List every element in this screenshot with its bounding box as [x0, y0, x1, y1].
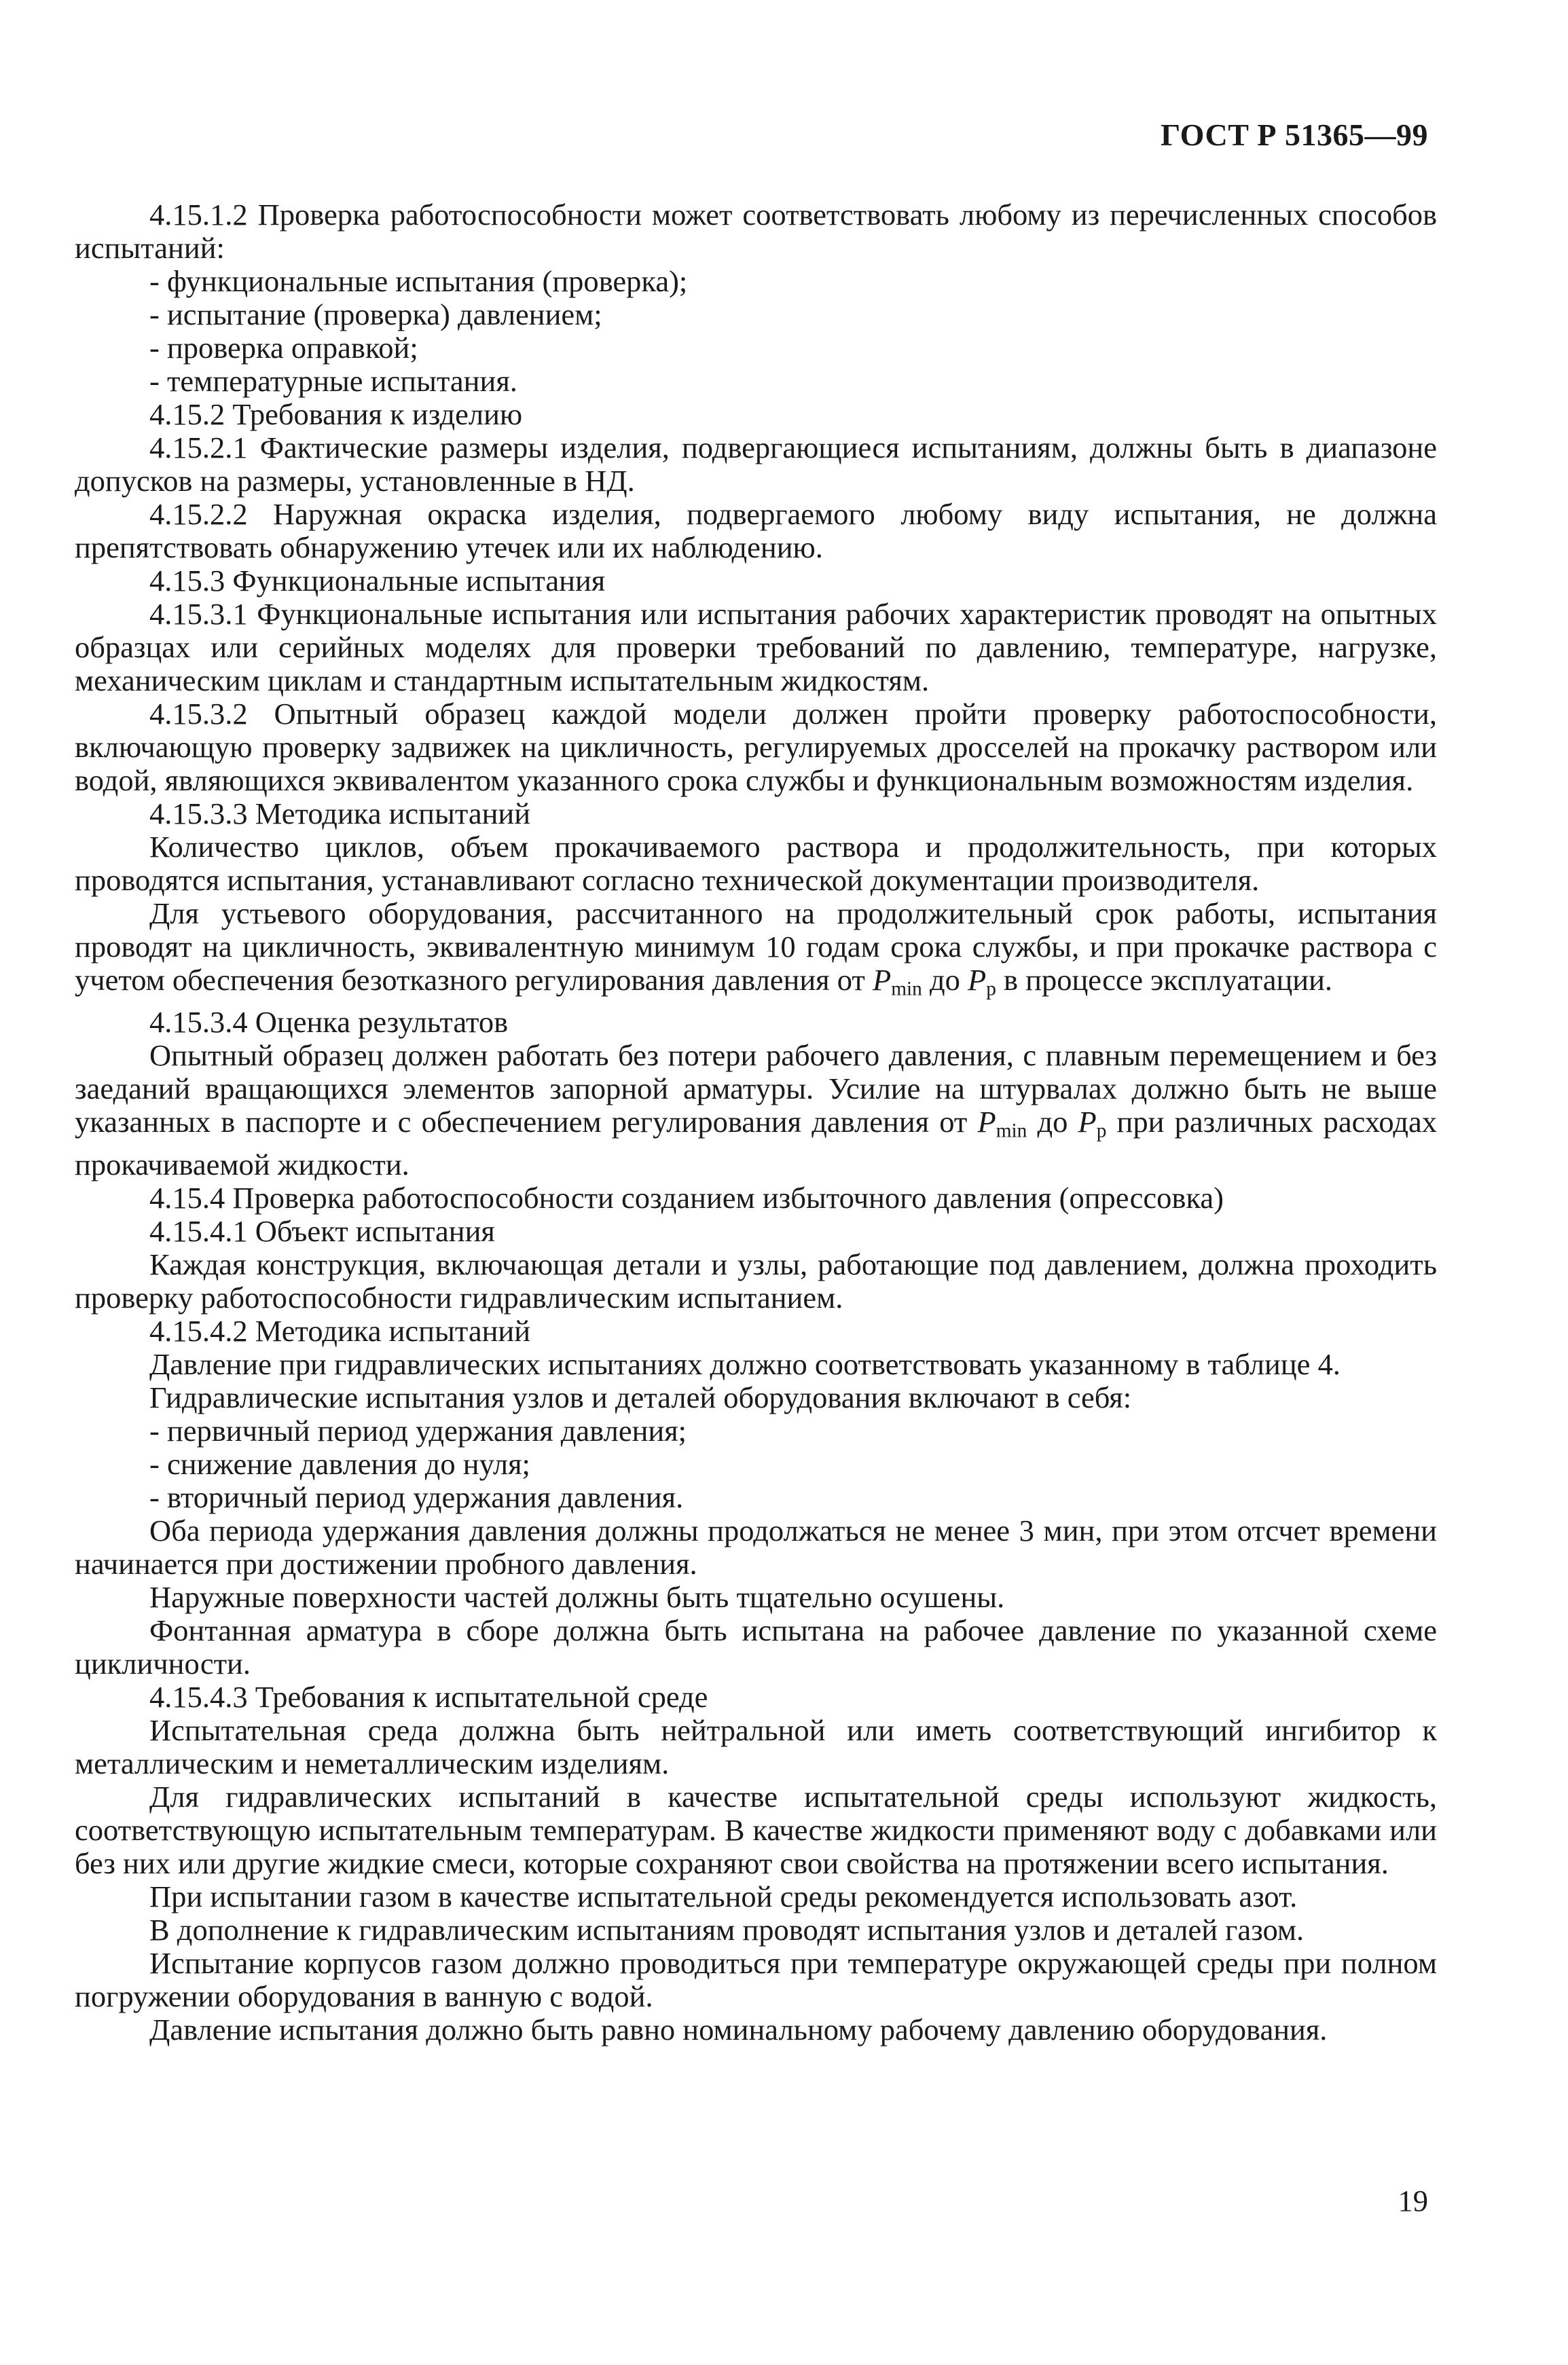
- paragraph: Каждая конструкция, включающая детали и узлы, работающие под давлением, должна проходить проверку работоспособности гидравлическим испытанием.: [75, 1247, 1437, 1315]
- paragraph: 4.15.4.2 Методика испытаний: [149, 1313, 531, 1348]
- pressure-symbol: $P_p$: [1078, 1105, 1107, 1142]
- list-item: - первичный период удержания давления;: [149, 1413, 687, 1448]
- paragraph: Для гидравлических испытаний в качестве испытательной среды используют жидкость, соответствующую испытательным температурам. В качестве жидкости применяют воду с добавками или без них или другие жидкие смеси, которые сохраняют свои свойства на протяжении всего испытания.: [75, 1779, 1437, 1880]
- list-item: - испытание (проверка) давлением;: [149, 297, 602, 331]
- paragraph: 4.15.3 Функциональные испытания: [149, 564, 606, 598]
- paragraph: 4.15.2.2 Наружная окраска изделия, подвергаемого любому виду испытания, не должна препятствовать обнаружению утечек или их наблюдению.: [75, 497, 1437, 564]
- paragraph: 4.15.3.3 Методика испытаний: [149, 796, 531, 830]
- paragraph: 4.15.1.2 Проверка работоспособности может соответствовать любому из перечисленных способов испытаний:: [75, 198, 1437, 265]
- paragraph: 4.15.3.1 Функциональные испытания или испытания рабочих характеристик проводят на опытных образцах или серийных моделях для проверки требований по давлению, температуре, нагрузке, механическим циклам и стандартным испытательным жидкостям.: [75, 597, 1437, 697]
- paragraph: В дополнение к гидравлическим испытаниям проводят испытания узлов и деталей газом.: [149, 1912, 1305, 1947]
- paragraph: Испытательная среда должна быть нейтральной или иметь соответствующий ингибитор к металлическим и неметаллическим изделиям.: [75, 1712, 1437, 1780]
- paragraph: Наружные поверхности частей должны быть тщательно осушены.: [149, 1579, 1005, 1614]
- document-header: ГОСТ Р 51365—99: [1161, 117, 1428, 152]
- paragraph: Для устьевого оборудования, рассчитанного на продолжительный срок работы, испытания проводят на цикличность, эквивалентную минимум 10 годам срока службы, и при прокачке раствора с учетом обеспечения безотказного регулирования давления от $P_{min}$ до $P_p$ в процессе эксплуатации.: [75, 896, 1437, 1000]
- paragraph: Оба периода удержания давления должны продолжаться не менее 3 мин, при этом отсчет времени начинается при достижении пробного давления.: [75, 1513, 1437, 1581]
- paragraph: Испытание корпусов газом должно проводиться при температуре окружающей среды при полном погружении оборудования в ванную с водой.: [75, 1945, 1437, 2013]
- paragraph: 4.15.2.1 Фактические размеры изделия, подвергающиеся испытаниям, должны быть в диапазоне допусков на размеры, установленные в НД.: [75, 430, 1437, 498]
- paragraph: Гидравлические испытания узлов и деталей оборудования включают в себя:: [149, 1380, 1132, 1414]
- list-item: - вторичный период удержания давления.: [149, 1480, 684, 1514]
- paragraph: 4.15.4.1 Объект испытания: [149, 1213, 495, 1248]
- paragraph: 4.15.3.4 Оценка результатов: [149, 1005, 509, 1040]
- pressure-symbol: $P_p$: [968, 963, 996, 1000]
- paragraph: При испытании газом в качестве испытательной среды рекомендуется использовать азот.: [149, 1879, 1298, 1913]
- paragraph: Количество циклов, объем прокачиваемого раствора и продолжительность, при которых проводятся испытания, устанавливают согласно технической документации производителя.: [75, 830, 1437, 897]
- list-item: - температурные испытания.: [149, 364, 517, 398]
- list-item: - снижение давления до нуля;: [149, 1446, 530, 1481]
- paragraph: Фонтанная арматура в сборе должна быть испытана на рабочее давление по указанной схеме цикличности.: [75, 1613, 1437, 1681]
- document-body: [75, 198, 1437, 2047]
- paragraph: 4.15.4 Проверка работоспособности созданием избыточного давления (опрессовка): [149, 1180, 1224, 1215]
- paragraph: 4.15.3.2 Опытный образец каждой модели должен пройти проверку работоспособности, включающую проверку задвижек на цикличность, регулируемых дросселей на прокачку раствором или водой, являющихся эквивалентом указанного срока службы и функциональным возможностям изделия.: [75, 697, 1437, 797]
- paragraph: Давление испытания должно быть равно номинальному рабочему давлению оборудования.: [149, 2012, 1328, 2047]
- pressure-symbol: $P_{min}$: [977, 1105, 1027, 1142]
- paragraph: Опытный образец должен работать без потери рабочего давления, с плавным перемещением и без заеданий вращающихся элементов запорной арматуры. Усилие на штурвалах должно быть не выше указанных в паспорте и с обеспечением регулирования давления от $P_{min}$ до $P_p$ при различных расходах прокачиваемой жидкости.: [75, 1038, 1437, 1181]
- list-item: - проверка оправкой;: [149, 331, 418, 365]
- list-item: - функциональные испытания (проверка);: [149, 264, 688, 298]
- page-number: 19: [1398, 2184, 1428, 2218]
- paragraph: 4.15.2 Требования к изделию: [149, 397, 523, 431]
- paragraph: 4.15.4.3 Требования к испытательной среде: [149, 1679, 708, 1714]
- pressure-symbol: $P_{min}$: [873, 963, 922, 1000]
- paragraph: Давление при гидравлических испытаниях должно соответствовать указанному в таблице 4.: [149, 1346, 1341, 1381]
